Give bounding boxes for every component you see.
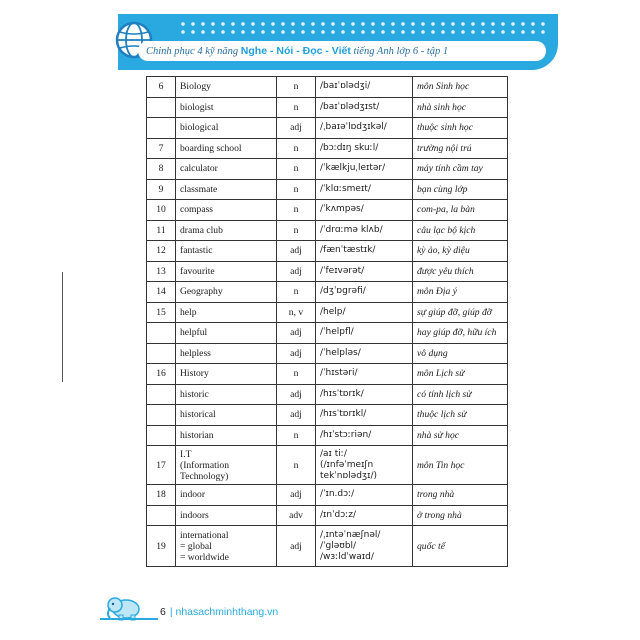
cell-pos: n (277, 200, 316, 221)
cell-pos: adj (277, 526, 316, 567)
table-row (147, 405, 508, 426)
cell-num (147, 343, 176, 364)
table-row (147, 485, 508, 506)
cell-ipa: /ˈkælkjuˌleɪtər/ (316, 159, 413, 180)
vocabulary-table (146, 76, 508, 567)
footer (160, 606, 278, 618)
table-row (147, 364, 508, 385)
cell-meaning: có tính lịch sử (413, 384, 508, 405)
cell-num: 16 (147, 364, 176, 385)
cell-pos: adj (277, 323, 316, 344)
cell-word: fantastic (176, 241, 277, 262)
table-row (147, 220, 508, 241)
cell-ipa: /ˈklɑːsmeɪt/ (316, 179, 413, 200)
cell-meaning: thuộc sinh học (413, 118, 508, 139)
cell-pos: adj (277, 118, 316, 139)
cell-pos: n (277, 97, 316, 118)
cell-word: I.T (Information Technology) (176, 446, 277, 485)
table-row (147, 97, 508, 118)
cell-ipa: /ˈhɪstəri/ (316, 364, 413, 385)
cell-ipa: /hɪˈstɔːriən/ (316, 425, 413, 446)
cell-ipa: /fænˈtæstɪk/ (316, 241, 413, 262)
cell-num (147, 505, 176, 526)
cell-meaning: môn Địa ý (413, 282, 508, 303)
table-row (147, 241, 508, 262)
cell-word: classmate (176, 179, 277, 200)
page-number: 6 (160, 606, 166, 618)
header-dot-pattern (178, 20, 548, 38)
cell-ipa: /ˈkʌmpəs/ (316, 200, 413, 221)
cell-meaning: môn Tin học (413, 446, 508, 485)
cell-ipa: /dʒˈɒgrəfi/ (316, 282, 413, 303)
cell-meaning: được yêu thích (413, 261, 508, 282)
footer-site[interactable]: | nhasachminhthang.vn (169, 606, 279, 618)
cell-pos: n (277, 159, 316, 180)
cell-num: 15 (147, 302, 176, 323)
cell-num: 8 (147, 159, 176, 180)
cell-pos: n (277, 282, 316, 303)
cell-meaning: thuộc lịch sử (413, 405, 508, 426)
cell-pos: adj (277, 343, 316, 364)
cell-pos: adj (277, 241, 316, 262)
header-prefix: Chinh phục 4 kỹ năng (146, 46, 239, 57)
cell-word: History (176, 364, 277, 385)
cell-meaning: nhà sinh học (413, 97, 508, 118)
table-row (147, 159, 508, 180)
header-title (138, 41, 546, 61)
table-row (147, 446, 508, 485)
cell-meaning: kỳ ảo, kỳ diệu (413, 241, 508, 262)
cell-num: 14 (147, 282, 176, 303)
footer-rule (100, 618, 158, 620)
cell-num (147, 323, 176, 344)
cell-num: 11 (147, 220, 176, 241)
cell-word: historic (176, 384, 277, 405)
cell-word: Biology (176, 77, 277, 98)
cell-num (147, 405, 176, 426)
cell-meaning: môn Sinh học (413, 77, 508, 98)
cell-meaning: hay giúp đỡ, hữu ích (413, 323, 508, 344)
cell-num (147, 425, 176, 446)
cell-word: favourite (176, 261, 277, 282)
cell-ipa: /baɪˈɒlədʒi/ (316, 77, 413, 98)
cell-ipa: /ˌɪntəˈnæʃnəl/ /ˈgləʊbl/ /wɜːldˈwaɪd/ (316, 526, 413, 567)
header-skills: Nghe - Nói - Đọc - Viết (240, 45, 351, 57)
cell-num: 18 (147, 485, 176, 506)
cell-pos: n (277, 220, 316, 241)
cell-meaning: ở trong nhà (413, 505, 508, 526)
cell-ipa: /ˈdrɑːmə klʌb/ (316, 220, 413, 241)
cell-pos: n, v (277, 302, 316, 323)
cell-num (147, 118, 176, 139)
cell-word: calculator (176, 159, 277, 180)
cell-ipa: /ˈhelpləs/ (316, 343, 413, 364)
cell-num: 19 (147, 526, 176, 567)
table-row (147, 384, 508, 405)
cell-ipa: /ˈfeɪvərət/ (316, 261, 413, 282)
cell-ipa: /ɪnˈdɔːz/ (316, 505, 413, 526)
table-row (147, 77, 508, 98)
table-row (147, 323, 508, 344)
cell-word: compass (176, 200, 277, 221)
table-row (147, 425, 508, 446)
cell-word: biological (176, 118, 277, 139)
cell-word: indoor (176, 485, 277, 506)
cell-word: Geography (176, 282, 277, 303)
cell-num: 12 (147, 241, 176, 262)
cell-meaning: trong nhà (413, 485, 508, 506)
cell-pos: n (277, 446, 316, 485)
cell-meaning: câu lạc bộ kịch (413, 220, 508, 241)
cell-word: helpful (176, 323, 277, 344)
cell-num: 17 (147, 446, 176, 485)
cell-num: 13 (147, 261, 176, 282)
cell-meaning: môn Lịch sử (413, 364, 508, 385)
table-row (147, 118, 508, 139)
table-row (147, 261, 508, 282)
cell-word: drama club (176, 220, 277, 241)
cell-pos: n (277, 179, 316, 200)
cell-ipa: /aɪ tiː/ (/ɪnfəˈmeɪʃn tekˈnɒlədʒɪ/) (316, 446, 413, 485)
cell-pos: n (277, 138, 316, 159)
cell-ipa: /ˈhelpfl/ (316, 323, 413, 344)
table-row (147, 282, 508, 303)
cell-num (147, 97, 176, 118)
cell-ipa: /ˌbaɪəˈlɒdʒɪkəl/ (316, 118, 413, 139)
cell-pos: n (277, 364, 316, 385)
cell-meaning: vô dụng (413, 343, 508, 364)
table-row (147, 343, 508, 364)
cell-meaning: com-pa, la bàn (413, 200, 508, 221)
cell-meaning: sự giúp đỡ, giúp đỡ (413, 302, 508, 323)
cell-pos: n (277, 425, 316, 446)
cell-num (147, 384, 176, 405)
cell-meaning: trường nội trú (413, 138, 508, 159)
cell-num: 10 (147, 200, 176, 221)
cell-word: help (176, 302, 277, 323)
table-row (147, 138, 508, 159)
cell-ipa: /bɔːdɪŋ skuːl/ (316, 138, 413, 159)
cell-word: boarding school (176, 138, 277, 159)
cell-pos: adj (277, 261, 316, 282)
cell-word: historical (176, 405, 277, 426)
cell-ipa: /ˈɪn.dɔː/ (316, 485, 413, 506)
cell-word: international = global = worldwide (176, 526, 277, 567)
table-row (147, 505, 508, 526)
cell-meaning: máy tính cầm tay (413, 159, 508, 180)
header-suffix: tiếng Anh lớp 6 - tập 1 (353, 46, 449, 57)
table-row (147, 302, 508, 323)
cell-word: historian (176, 425, 277, 446)
cell-ipa: /hɪsˈtɒrɪkl/ (316, 405, 413, 426)
cell-ipa: /help/ (316, 302, 413, 323)
margin-line (62, 272, 63, 382)
cell-pos: adj (277, 405, 316, 426)
cell-meaning: bạn cùng lớp (413, 179, 508, 200)
cell-word: helpless (176, 343, 277, 364)
cell-num: 9 (147, 179, 176, 200)
cell-pos: n (277, 77, 316, 98)
cell-word: indoors (176, 505, 277, 526)
cell-word: biologist (176, 97, 277, 118)
cell-num: 7 (147, 138, 176, 159)
cell-meaning: nhà sử học (413, 425, 508, 446)
cell-pos: adv (277, 505, 316, 526)
table-row (147, 526, 508, 567)
cell-num: 6 (147, 77, 176, 98)
cell-meaning: quốc tế (413, 526, 508, 567)
cell-pos: adj (277, 485, 316, 506)
cell-ipa: /hɪsˈtɒrɪk/ (316, 384, 413, 405)
table-row (147, 200, 508, 221)
table-row (147, 179, 508, 200)
cell-ipa: /baɪˈɒlədʒɪst/ (316, 97, 413, 118)
cell-pos: adj (277, 384, 316, 405)
